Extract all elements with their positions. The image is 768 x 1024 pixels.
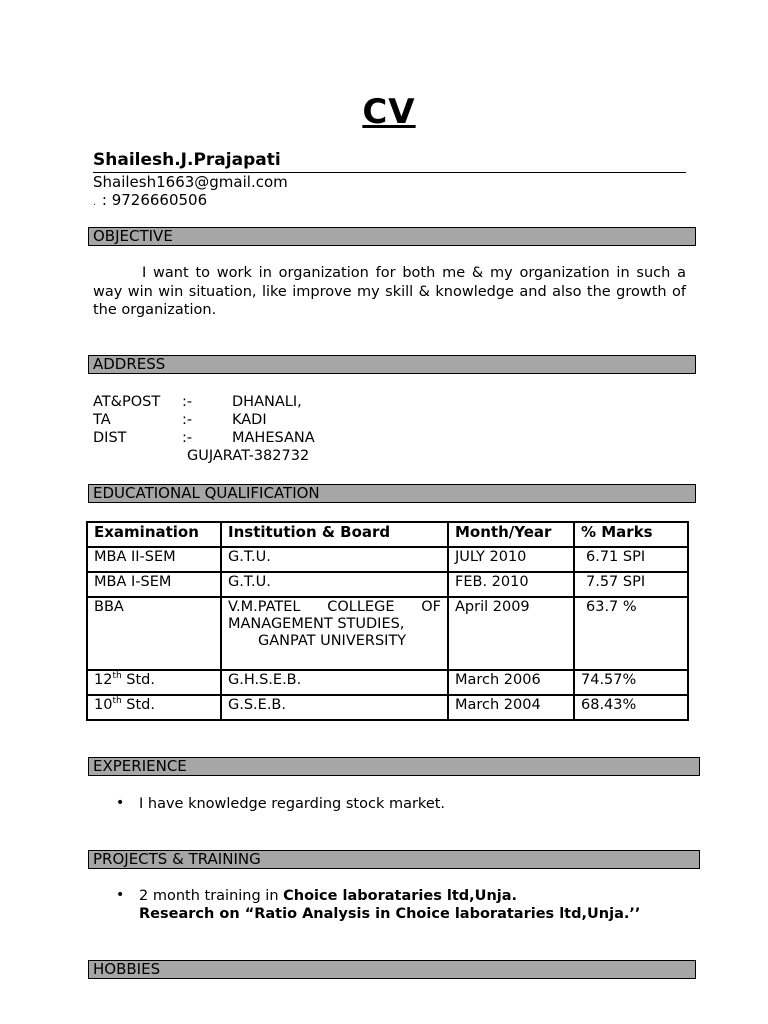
exam-cell: BBA [87, 597, 221, 670]
address-row [0, 429, 768, 447]
institution-cell: G.T.U. [221, 572, 448, 597]
table-header-row [87, 522, 688, 547]
date-cell: March 2004 [448, 695, 574, 720]
exam-cell [87, 695, 221, 720]
institution-cell: G.T.U. [221, 547, 448, 572]
date-cell: April 2009 [448, 597, 574, 670]
address-separator: :- [182, 412, 193, 428]
training-prefix: 2 month training in [139, 888, 284, 904]
institution-line: GANPAT UNIVERSITY [258, 633, 407, 649]
marks-cell: 74.57% [574, 670, 688, 695]
address-row [0, 393, 768, 411]
column-header: Examination [87, 522, 221, 547]
section-experience: EXPERIENCE [88, 757, 700, 776]
address-separator: :- [182, 430, 193, 446]
table-row [87, 670, 688, 695]
address-label: DIST [93, 430, 127, 446]
exam-number: 10 [94, 697, 113, 713]
phone-icon: . [93, 198, 96, 208]
section-education: EDUCATIONAL QUALIFICATION [88, 484, 696, 503]
exam-suffix: th [112, 671, 122, 682]
bullet-icon: • [116, 887, 125, 903]
column-header: Month/Year [448, 522, 574, 547]
research-line: Research on “Ratio Analysis in Choice laborataries ltd,Unja.’’ [139, 906, 641, 922]
section-objective: OBJECTIVE [88, 227, 696, 246]
projects-item [139, 887, 640, 923]
exam-cell: MBA II-SEM [87, 547, 221, 572]
marks-cell: 6.71 SPI [574, 547, 688, 572]
address-value: DHANALI, [232, 394, 302, 410]
address-row [0, 411, 768, 429]
date-cell: JULY 2010 [448, 547, 574, 572]
marks-cell: 63.7 % [574, 597, 688, 670]
marks-cell: 7.57 SPI [574, 572, 688, 597]
objective-text: I want to work in organization for both me & my organization in such a way win win situation, like improve my skill & knowledge and also the growth of the organization. [93, 265, 686, 318]
address-value: KADI [232, 412, 267, 428]
section-address: ADDRESS [88, 355, 696, 374]
candidate-name: Shailesh.J.Prajapati [93, 150, 281, 170]
date-cell: March 2006 [448, 670, 574, 695]
address-separator: :- [182, 394, 193, 410]
bullet-icon: • [116, 795, 125, 811]
marks-cell: 68.43% [574, 695, 688, 720]
exam-label: Std. [121, 697, 155, 713]
table-row [87, 572, 688, 597]
date-cell: FEB. 2010 [448, 572, 574, 597]
training-line [139, 887, 640, 905]
section-projects: PROJECTS & TRAINING [88, 850, 700, 869]
address-label: TA [93, 412, 111, 428]
exam-suffix: th [112, 696, 122, 707]
experience-item: I have knowledge regarding stock market. [139, 796, 446, 812]
address-value: MAHESANA [232, 430, 315, 446]
training-company: Choice laborataries ltd,Unja. [283, 888, 518, 904]
section-hobbies: HOBBIES [88, 960, 696, 979]
institution-cell: G.H.S.E.B. [221, 670, 448, 695]
institution-line: MANAGEMENT STUDIES, [228, 616, 405, 632]
table-row [87, 547, 688, 572]
exam-label: Std. [121, 672, 155, 688]
address-label: AT&POST [93, 394, 161, 410]
institution-cell [221, 597, 448, 670]
column-header: Institution & Board [221, 522, 448, 547]
institution-cell: G.S.E.B. [221, 695, 448, 720]
table-row [87, 597, 688, 670]
institution-line: V.M.PATEL COLLEGE OF [228, 599, 441, 615]
address-state: GUJARAT-382732 [187, 448, 310, 464]
exam-number: 12 [94, 672, 113, 688]
exam-cell [87, 670, 221, 695]
address-block [0, 393, 768, 465]
phone-number: : 9726660506 [101, 191, 208, 209]
column-header: % Marks [574, 522, 688, 547]
table-row [87, 695, 688, 720]
email: Shailesh1663@gmail.com [93, 173, 288, 191]
exam-cell: MBA I-SEM [87, 572, 221, 597]
address-row [0, 447, 768, 465]
phone [93, 191, 207, 209]
cv-title: CV [362, 92, 416, 132]
education-table [86, 521, 689, 721]
